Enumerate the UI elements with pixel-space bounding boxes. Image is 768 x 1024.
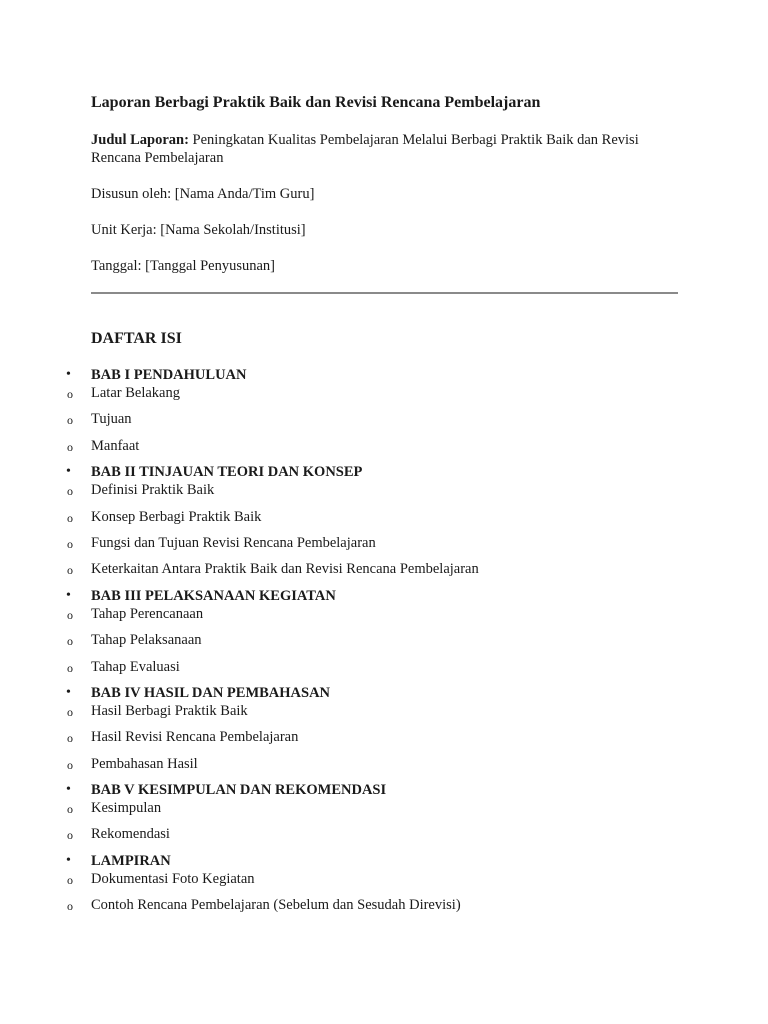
bullet-dot-icon: • (66, 587, 71, 603)
toc-chapter-label: BAB IV HASIL DAN PEMBAHASAN (91, 684, 331, 701)
date-line: Tanggal: [Tanggal Penyusunan] (91, 258, 276, 274)
bullet-circle-icon: o (67, 757, 73, 772)
toc-sub-item-label: Rekomendasi (91, 826, 170, 843)
toc-chapter-label: BAB III PELAKSANAAN KEGIATAN (91, 587, 336, 604)
bullet-circle-icon: o (67, 536, 73, 551)
bullet-dot-icon: • (66, 684, 71, 700)
prepared-by-line: Disusun oleh: [Nama Anda/Tim Guru] (91, 186, 315, 202)
bullet-circle-icon: o (67, 731, 73, 746)
toc-sub-item-label: Definisi Praktik Baik (91, 482, 215, 499)
toc-sub-item (0, 799, 768, 817)
toc-sub-item (0, 437, 768, 455)
toc-chapter (0, 366, 768, 384)
bullet-circle-icon: o (67, 634, 73, 649)
toc-sub-item-label: Latar Belakang (91, 385, 180, 401)
document-title: Laporan Berbagi Praktik Baik dan Revisi Rencana Pembelajaran (91, 94, 541, 111)
bullet-circle-icon: o (67, 387, 73, 401)
toc-sub-item-label: Pembahasan Hasil (91, 755, 198, 772)
report-meta (91, 131, 681, 293)
toc-sub-item-label: Manfaat (91, 437, 140, 454)
toc-sub-item (0, 870, 768, 888)
toc-chapter (0, 587, 768, 605)
bullet-circle-icon: o (67, 563, 73, 578)
toc-sub-item (0, 560, 768, 578)
bullet-circle-icon: o (67, 510, 73, 525)
bullet-dot-icon: • (66, 464, 71, 480)
report-title-value: Peningkatan Kualitas Pembelajaran Melalui Berbagi Praktik Baik dan Revisi Rencana Pembelajaran (91, 132, 639, 166)
toc-sub-item (0, 384, 768, 402)
toc-chapter (0, 684, 768, 702)
toc-sub-item-label: Hasil Revisi Rencana Pembelajaran (91, 729, 299, 746)
toc-chapter-label: BAB I PENDAHULUAN (91, 367, 247, 383)
bullet-circle-icon: o (67, 660, 73, 675)
toc-sub-item (0, 410, 768, 428)
toc-sub-item-label: Tahap Evaluasi (91, 658, 180, 675)
toc-sub-item-label: Kesimpulan (91, 800, 162, 817)
toc-sub-item (0, 605, 768, 623)
bullet-circle-icon: o (67, 828, 73, 843)
toc-chapter (0, 781, 768, 799)
bullet-circle-icon: o (67, 607, 73, 622)
toc-sub-item-label: Keterkaitan Antara Praktik Baik dan Revisi Rencana Pembelajaran (91, 561, 479, 578)
bullet-dot-icon: • (66, 782, 71, 798)
toc-sub-item-label: Contoh Rencana Pembelajaran (Sebelum dan Sesudah Direvisi) (91, 897, 461, 914)
toc-sub-item (0, 481, 768, 499)
toc-sub-item-label: Tahap Perencanaan (91, 605, 204, 622)
toc-sub-item (0, 896, 768, 914)
bullet-circle-icon: o (67, 704, 73, 719)
toc-sub-item-label: Tahap Pelaksanaan (91, 632, 202, 649)
toc-heading: DAFTAR ISI (91, 330, 182, 347)
toc-sub-item (0, 658, 768, 676)
toc-chapter (0, 852, 768, 870)
table-of-contents (0, 366, 768, 923)
toc-sub-item-label: Tujuan (91, 411, 132, 428)
toc-chapter-label: BAB II TINJAUAN TEORI DAN KONSEP (91, 464, 363, 481)
toc-chapter (0, 463, 768, 481)
bullet-circle-icon: o (67, 872, 73, 887)
toc-sub-item-label: Konsep Berbagi Praktik Baik (91, 508, 262, 525)
bullet-circle-icon: o (67, 899, 73, 914)
bullet-dot-icon: • (66, 367, 71, 382)
work-unit-line: Unit Kerja: [Nama Sekolah/Institusi] (91, 222, 306, 238)
toc-sub-item (0, 755, 768, 773)
toc-sub-item (0, 508, 768, 526)
toc-sub-item (0, 534, 768, 552)
toc-sub-item (0, 728, 768, 746)
bullet-circle-icon: o (67, 802, 73, 817)
toc-sub-item (0, 702, 768, 720)
report-title-label: Judul Laporan: (91, 132, 189, 148)
toc-sub-item-label: Dokumentasi Foto Kegiatan (91, 870, 255, 887)
toc-sub-item-label: Hasil Berbagi Praktik Baik (91, 702, 248, 719)
toc-sub-item (0, 631, 768, 649)
report-title-line (91, 131, 681, 167)
toc-sub-item (0, 825, 768, 843)
bullet-circle-icon: o (67, 413, 73, 428)
toc-sub-item-label: Fungsi dan Tujuan Revisi Rencana Pembelajaran (91, 534, 376, 551)
bullet-circle-icon: o (67, 439, 73, 454)
bullet-dot-icon: • (66, 852, 71, 868)
bullet-circle-icon: o (67, 484, 73, 499)
toc-chapter-label: LAMPIRAN (91, 852, 171, 869)
toc-chapter-label: BAB V KESIMPULAN DAN REKOMENDASI (91, 782, 387, 799)
horizontal-divider (91, 292, 678, 294)
